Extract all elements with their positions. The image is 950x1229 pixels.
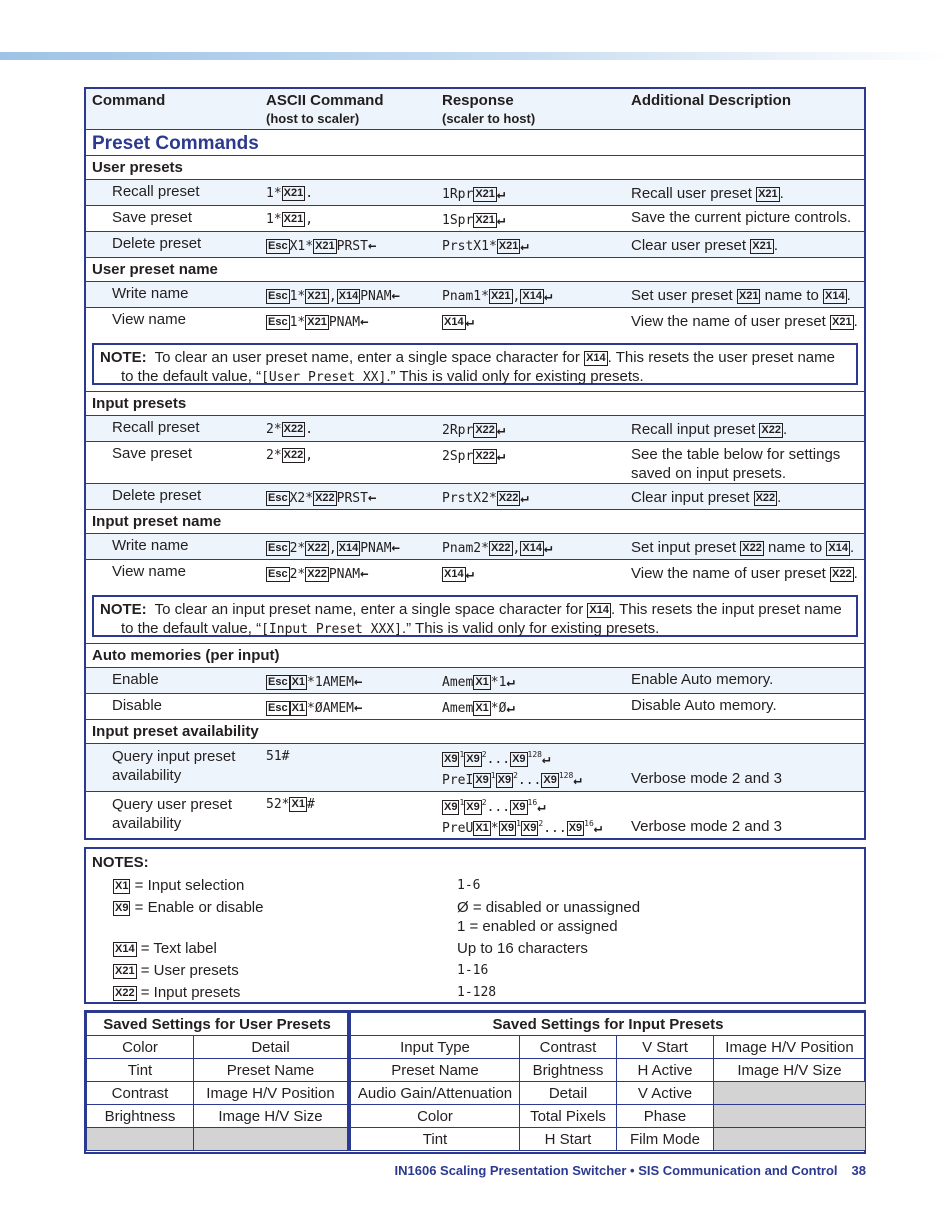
input-presets-table [348,1012,866,1151]
row-name: Disable [112,697,163,714]
table-header [86,89,864,129]
preset-commands-table [84,87,866,840]
table-row [86,281,864,307]
ascii-command: 1* X21 . [266,186,314,201]
table-cell: Preset Name [350,1059,520,1082]
description: Recall user preset X21 . [631,185,784,202]
description: Set user preset X21 name to X14 . [631,287,851,304]
response: Pnam1* X21 , X14 ↵ [442,288,553,304]
section-title: Preset Commands [92,133,259,154]
empty-cell [194,1128,348,1151]
ascii-command: 51# [266,749,290,764]
table-row [86,307,864,333]
header-description: Additional Description [631,92,792,109]
page-footer [0,1163,866,1178]
row-name: Save preset [112,445,193,462]
table-row [86,693,864,719]
table-cell: Image H/V Size [714,1059,866,1082]
user-preset-note: NOTE: To clear an user preset name, enter a single space character for X14 . This resets the user preset name to the default value, “[User Preset XX].” This is valid only for existing presets. [92,343,858,385]
table-row [86,179,864,205]
legend-item-x9: X9 = Enable or disable [115,899,264,916]
description: Save the current picture controls. [631,209,852,226]
section-title: Auto memories (per input) [92,647,280,664]
table-row [86,791,864,838]
table-row [86,415,864,441]
row-name: Query input preset availability [112,748,236,784]
row-name: View name [112,563,186,580]
table-cell: H Start [520,1128,617,1151]
note-label: NOTE: [100,349,147,366]
section-user-preset-name [86,257,864,281]
ascii-command: Esc X1 *1AMEM← [268,674,363,690]
response: X14 ↵ [444,566,475,582]
table-title: Saved Settings for Input Presets [350,1013,866,1036]
description: Verbose mode 2 and 3 [631,770,782,787]
table-cell: Film Mode [617,1128,714,1151]
header-ascii: ASCII Command (host to scaler) [266,92,384,126]
table-cell: V Active [617,1082,714,1105]
row-name: Delete preset [112,235,202,252]
ascii-command: Esc X2* X22 PRST← [268,490,377,506]
top-accent-bar [0,52,950,60]
legend-value: 1 = enabled or assigned [457,918,618,935]
row-name: View name [112,311,186,328]
description: Set input preset X22 name to X14 . [631,539,855,556]
section-title: User preset name [92,261,218,278]
response-verbose: PreI X9 $^1$ X9 $^2$... X9 $^{128}$↵ [442,771,582,788]
table-cell: Contrast [520,1036,617,1059]
empty-cell [714,1128,866,1151]
table-cell: Tint [87,1059,194,1082]
response: PrstX1* X21 ↵ [442,238,529,254]
description: Verbose mode 2 and 3 [631,818,782,835]
section-title: Input preset availability [92,723,259,740]
ascii-command: Esc 2* X22 PNAM← [268,566,369,582]
legend-value: Ø = disabled or unassigned [457,899,641,916]
response: Amem X1 *Ø↵ [442,700,515,716]
section-preset-commands [86,129,864,155]
table-cell: Preset Name [194,1059,348,1082]
response: 2Rpr X22 ↵ [442,422,506,438]
table-cell: Color [87,1036,194,1059]
empty-cell [714,1105,866,1128]
table-cell: Brightness [520,1059,617,1082]
response-verbose: PreU X1 * X9 $^1$ X9 $^2$... X9 $^{16}$↵ [442,819,603,836]
user-preset-note-row [86,333,864,391]
footer-title: IN1606 Scaling Presentation Switcher • SIS Communication and Control [394,1163,838,1178]
description: Enable Auto memory. [631,671,774,688]
response: X14 ↵ [444,314,475,330]
response: 1Spr X21 ↵ [442,212,506,228]
section-title: User presets [92,159,183,176]
table-cell: V Start [617,1036,714,1059]
ascii-command: 2* X22 , [266,448,314,463]
table-cell: Input Type [350,1036,520,1059]
table-cell: Phase [617,1105,714,1128]
input-preset-note-row [86,585,864,643]
legend-value: 1-16 [457,963,489,978]
row-name: Save preset [112,209,193,226]
section-input-presets [86,391,864,415]
legend-value: Up to 16 characters [457,940,588,957]
empty-cell [87,1128,194,1151]
ascii-command: 52* X1 # [266,797,315,812]
empty-cell [714,1082,866,1105]
response: PrstX2* X22 ↵ [442,490,529,506]
table-row [86,483,864,509]
header-command: Command [92,92,166,109]
legend-item-x22: X22 = Input presets [115,984,241,1001]
section-title: Input preset name [92,513,222,530]
table-row [86,743,864,791]
legend-item-x1: X1 = Input selection [115,877,245,894]
response: Pnam2* X22 , X14 ↵ [442,540,553,556]
legend-item-x14: X14 = Text label [115,940,217,957]
table-row [86,441,864,483]
row-name: Enable [112,671,159,688]
legend-value: 1-6 [457,878,481,893]
table-row [86,231,864,257]
description: Recall input preset X22 . [631,421,788,438]
table-cell: Image H/V Size [194,1105,348,1128]
legend-value: 1-128 [457,985,497,1000]
description: View the name of user preset X22 . [631,565,858,582]
response: 2Spr X22 ↵ [442,448,506,464]
response: X9 $^1$ X9 $^2$... X9 $^{128}$↵ [444,750,551,767]
section-input-preset-name [86,509,864,533]
table-row [86,559,864,585]
ascii-command: 2* X22 . [266,422,314,437]
section-auto-memories [86,643,864,667]
description: Clear input preset X22 . [631,489,782,506]
table-cell: Image H/V Position [194,1082,348,1105]
table-cell: Detail [520,1082,617,1105]
table-cell: Tint [350,1128,520,1151]
ascii-command: Esc 2* X22 , X14 PNAM← [268,540,400,556]
ascii-command: Esc X1 *ØAMEM← [268,700,363,716]
description: Clear user preset X21 . [631,237,778,254]
page-number: 38 [851,1163,866,1178]
table-cell: Contrast [87,1082,194,1105]
table-row [86,533,864,559]
notes-title: NOTES: [92,854,149,871]
row-name: Recall preset [112,183,200,200]
note-label: NOTE: [100,601,147,618]
row-name: Write name [112,285,189,302]
ascii-command: Esc 1* X21 , X14 PNAM← [268,288,400,304]
row-name: Query user preset availability [112,796,233,832]
header-response: Response (scaler to host) [442,92,536,126]
description: Disable Auto memory. [631,697,777,714]
row-name: Write name [112,537,189,554]
table-cell: Brightness [87,1105,194,1128]
table-cell: Image H/V Position [714,1036,866,1059]
section-title: Input presets [92,395,187,412]
table-title: Saved Settings for User Presets [87,1013,348,1036]
legend-item-x21: X21 = User presets [115,962,239,979]
ascii-command: Esc X1* X21 PRST← [268,238,377,254]
table-cell: Color [350,1105,520,1128]
notes-legend [84,847,866,1004]
user-presets-table [86,1012,348,1151]
table-row [86,205,864,231]
input-preset-note: NOTE: To clear an input preset name, enter a single space character for X14 . This resets the input preset name to the default value, “[Input Preset XXX].” This is valid only for existing presets. [92,595,858,637]
response: Amem X1 *1↵ [442,674,515,690]
table-cell: Total Pixels [520,1105,617,1128]
response: X9 $^1$ X9 $^2$... X9 $^{16}$↵ [444,798,546,815]
table-cell: Audio Gain/Attenuation [350,1082,520,1105]
response: 1Rpr X21 ↵ [442,186,506,202]
section-input-preset-availability [86,719,864,743]
table-row [86,667,864,693]
saved-settings [84,1010,866,1154]
description: See the table below for settings saved on input presets. [631,446,841,482]
ascii-command: Esc 1* X21 PNAM← [268,314,369,330]
table-cell: H Active [617,1059,714,1082]
description: View the name of user preset X21 . [631,313,858,330]
ascii-command: 1* X21 , [266,212,314,227]
row-name: Recall preset [112,419,200,436]
row-name: Delete preset [112,487,202,504]
section-user-presets [86,155,864,179]
table-cell: Detail [194,1036,348,1059]
